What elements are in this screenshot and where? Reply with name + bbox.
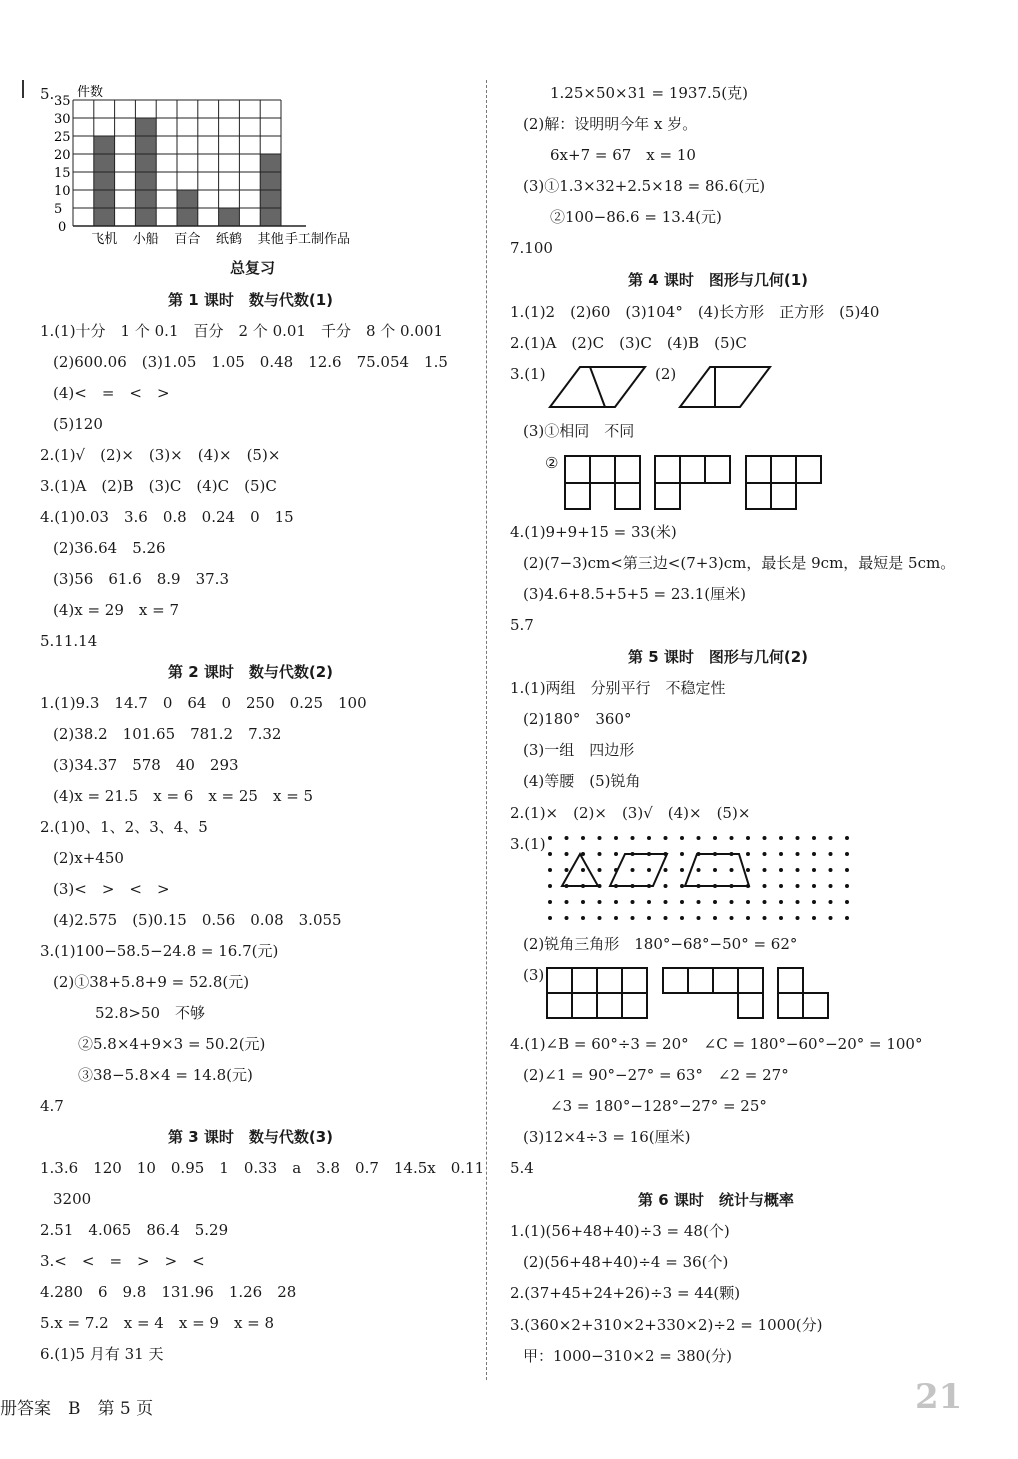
grid-dot bbox=[664, 884, 668, 888]
grid-dot bbox=[796, 836, 800, 840]
answer-line: (5)120 bbox=[53, 415, 103, 433]
grid-dot bbox=[614, 852, 618, 856]
grid-dot bbox=[581, 868, 585, 872]
grid-dot bbox=[647, 916, 651, 920]
grid-dot bbox=[763, 884, 767, 888]
grid-dot bbox=[812, 868, 816, 872]
grid-dot bbox=[845, 852, 849, 856]
x-tick-label: 纸鹤 bbox=[215, 232, 243, 246]
grid-dot bbox=[796, 868, 800, 872]
grid-dot bbox=[548, 868, 552, 872]
net-1 bbox=[565, 456, 640, 509]
grid-dot bbox=[829, 836, 833, 840]
grid-dot bbox=[598, 836, 602, 840]
answer-line: 3.(1)A (2)B (3)C (4)C (5)C bbox=[40, 477, 277, 495]
grid-dot bbox=[664, 900, 668, 904]
answer-line: 1.25×50×31 = 1937.5(克) bbox=[550, 84, 749, 102]
grid-dot bbox=[581, 916, 585, 920]
parallelogram-figures bbox=[545, 362, 845, 412]
bar bbox=[219, 208, 240, 226]
answer-line: ∠3 = 180°−128°−27° = 25° bbox=[550, 1097, 767, 1115]
y-tick-label: 30 bbox=[54, 112, 71, 127]
answer-line: (2)x+450 bbox=[53, 849, 124, 867]
x-tick-label: 小船 bbox=[132, 232, 159, 246]
answer-line: (3)12×4÷3 = 16(厘米) bbox=[523, 1128, 691, 1146]
answer-line: 1.(1)2 (2)60 (3)104° (4)长方形 正方形 (5)40 bbox=[510, 303, 880, 321]
grid-dot bbox=[763, 900, 767, 904]
answer-line: 3.(1) bbox=[510, 835, 546, 853]
grid-dot bbox=[631, 868, 635, 872]
grid-dot bbox=[763, 836, 767, 840]
answer-line: (4)x = 21.5 x = 6 x = 25 x = 5 bbox=[53, 787, 314, 805]
answer-line: ②5.8×4+9×3 = 50.2(元) bbox=[78, 1035, 266, 1053]
answer-line: (4)等腰 (5)锐角 bbox=[523, 772, 641, 790]
grid-dot bbox=[581, 836, 585, 840]
answer-line: (2)①38+5.8+9 = 52.8(元) bbox=[53, 973, 250, 991]
grid-dot bbox=[829, 868, 833, 872]
net-3 bbox=[746, 456, 821, 509]
cube-net-answers bbox=[545, 966, 845, 1026]
grid-dot bbox=[746, 916, 750, 920]
y-axis-label: 件数 bbox=[77, 85, 104, 100]
answer-line: 7.100 bbox=[510, 239, 553, 257]
answer-line: 5.4 bbox=[510, 1159, 534, 1177]
answer-line: (2)36.64 5.26 bbox=[53, 539, 166, 557]
answer-line: 3.< < = > > < bbox=[40, 1252, 205, 1270]
grid-dot bbox=[796, 852, 800, 856]
grid-dot bbox=[779, 916, 783, 920]
lesson-6-heading: 第 6 课时 统计与概率 bbox=[638, 1191, 794, 1209]
grid-dot bbox=[746, 836, 750, 840]
grid-dot bbox=[713, 868, 717, 872]
grid-dot bbox=[829, 916, 833, 920]
grid-dot bbox=[548, 884, 552, 888]
answer-line: 1.(1)(56+48+40)÷3 = 48(个) bbox=[510, 1222, 730, 1240]
answer-line: 4.(1)9+9+15 = 33(米) bbox=[510, 523, 677, 541]
lesson-3-heading: 第 3 课时 数与代数(3) bbox=[168, 1128, 334, 1146]
grid-dot bbox=[845, 900, 849, 904]
grid-dot bbox=[548, 916, 552, 920]
answer-line: 2.51 4.065 86.4 5.29 bbox=[40, 1221, 229, 1239]
answer-line: (3)①相同 不同 bbox=[523, 422, 635, 440]
answer-line: 6.(1)5 月有 31 天 bbox=[40, 1345, 164, 1363]
answer-line: 甲：1000−310×2 = 380(分) bbox=[523, 1347, 732, 1365]
grid-dot bbox=[614, 916, 618, 920]
grid-dot bbox=[829, 884, 833, 888]
answer-line: (2)(7−3)cm<第三边<(7+3)cm，最长是 9cm，最短是 5cm。 bbox=[523, 554, 956, 572]
grid-dot bbox=[845, 884, 849, 888]
lesson-4-heading: 第 4 课时 图形与几何(1) bbox=[628, 271, 809, 289]
column-divider bbox=[486, 80, 487, 1380]
figure-1 bbox=[550, 367, 645, 407]
answer-line: (2)锐角三角形 180°−68°−50° = 62° bbox=[523, 935, 798, 953]
grid-dot bbox=[581, 900, 585, 904]
answer-line: 5.11.14 bbox=[40, 632, 98, 650]
answer-line: ② bbox=[545, 454, 559, 472]
answer-line: 6x+7 = 67 x = 10 bbox=[550, 146, 696, 164]
review-title: 总复习 bbox=[230, 259, 276, 277]
margin-mark bbox=[22, 80, 24, 98]
grid-dot bbox=[664, 836, 668, 840]
grid-dot bbox=[779, 900, 783, 904]
x-tick-label: 其他 bbox=[257, 232, 284, 246]
grid-dot bbox=[548, 836, 552, 840]
figure-2 bbox=[680, 367, 770, 407]
grid-dot bbox=[845, 836, 849, 840]
grid-dot bbox=[631, 900, 635, 904]
grid-dot bbox=[796, 916, 800, 920]
answer-line: (3)34.37 578 40 293 bbox=[53, 756, 239, 774]
answer-line: 52.8>50 不够 bbox=[95, 1004, 206, 1022]
x-axis-extra-label: 手工制作品 bbox=[285, 232, 351, 246]
answer-line: 1.(1)十分 1 个 0.1 百分 2 个 0.01 千分 8 个 0.001 bbox=[40, 322, 443, 340]
grid-dot bbox=[664, 868, 668, 872]
answer-line: 3.(360×2+310×2+330×2)÷2 = 1000(分) bbox=[510, 1316, 823, 1334]
net-a bbox=[547, 968, 647, 1018]
net-b bbox=[663, 968, 763, 1018]
answer-line: (3)一组 四边形 bbox=[523, 741, 635, 759]
answer-line: 1.(1)9.3 14.7 0 64 0 250 0.25 100 bbox=[40, 694, 367, 712]
answer-line: 4.280 6 9.8 131.96 1.26 28 bbox=[40, 1283, 297, 1301]
answer-line: (2)∠1 = 90°−27° = 63° ∠2 = 27° bbox=[523, 1066, 789, 1084]
grid-dot bbox=[713, 836, 717, 840]
grid-dot bbox=[829, 900, 833, 904]
grid-dot bbox=[730, 868, 734, 872]
y-tick-label: 0 bbox=[58, 220, 67, 235]
grid-dot bbox=[565, 868, 569, 872]
answer-line: 1.(1)两组 分别平行 不稳定性 bbox=[510, 679, 726, 697]
dot-grid-figures bbox=[545, 834, 885, 929]
grid-dot bbox=[631, 836, 635, 840]
answer-line: (2)600.06 (3)1.05 1.05 0.48 12.6 75.054 1.5 bbox=[53, 353, 448, 371]
answer-line: (2)180° 360° bbox=[523, 710, 632, 728]
answer-line: (2)38.2 101.65 781.2 7.32 bbox=[53, 725, 282, 743]
answer-line: (3)①1.3×32+2.5×18 = 86.6(元) bbox=[523, 177, 766, 195]
grid-dot bbox=[697, 836, 701, 840]
grid-dot bbox=[697, 900, 701, 904]
grid-dot bbox=[680, 884, 684, 888]
answer-line: 2.(1)√ (2)× (3)× (4)× (5)× bbox=[40, 446, 281, 464]
grid-dot bbox=[598, 852, 602, 856]
page-number: 21 bbox=[915, 1377, 963, 1417]
grid-dot bbox=[680, 868, 684, 872]
bar-chart bbox=[40, 76, 440, 246]
grid-dot bbox=[680, 852, 684, 856]
answer-line: 5.7 bbox=[510, 616, 534, 634]
grid-dot bbox=[697, 916, 701, 920]
grid-dot bbox=[730, 836, 734, 840]
answer-line: ②100−86.6 = 13.4(元) bbox=[550, 208, 722, 226]
grid-dot bbox=[713, 916, 717, 920]
answer-line: (3)< > < > bbox=[53, 880, 170, 898]
answer-line: 2.(1)0、1、2、3、4、5 bbox=[40, 818, 208, 836]
lesson-2-heading: 第 2 课时 数与代数(2) bbox=[168, 663, 334, 681]
grid-dot bbox=[680, 900, 684, 904]
grid-dot bbox=[565, 916, 569, 920]
net-c bbox=[778, 968, 828, 1018]
y-tick-label: 5 bbox=[54, 202, 63, 217]
y-tick-label: 35 bbox=[54, 94, 71, 109]
grid-dot bbox=[812, 836, 816, 840]
grid-dot bbox=[647, 868, 651, 872]
answer-line: 4.7 bbox=[40, 1097, 64, 1115]
cube-net-figures bbox=[563, 454, 853, 514]
answer-line: 3.(1)100−58.5−24.8 = 16.7(元) bbox=[40, 942, 279, 960]
grid-dot bbox=[598, 900, 602, 904]
grid-dot bbox=[548, 852, 552, 856]
grid-dot bbox=[845, 916, 849, 920]
grid-dot bbox=[631, 916, 635, 920]
grid-dot bbox=[730, 900, 734, 904]
answer-line: 1.3.6 120 10 0.95 1 0.33 a 3.8 0.7 14.5x 0.11 bbox=[40, 1159, 485, 1177]
answer-line: 2.(37+45+24+26)÷3 = 44(颗) bbox=[510, 1284, 741, 1302]
grid-dot bbox=[746, 868, 750, 872]
grid-dot bbox=[647, 900, 651, 904]
net-2 bbox=[655, 456, 730, 509]
grid-dot bbox=[647, 836, 651, 840]
answer-line: (2) bbox=[655, 365, 677, 383]
grid-dot bbox=[565, 852, 569, 856]
grid-dot bbox=[763, 916, 767, 920]
grid-dot bbox=[730, 916, 734, 920]
answer-line: (3)56 61.6 8.9 37.3 bbox=[53, 570, 229, 588]
answer-line: (3) bbox=[523, 966, 545, 984]
y-tick-label: 10 bbox=[54, 184, 71, 199]
grid-dot bbox=[697, 868, 701, 872]
grid-dot bbox=[763, 852, 767, 856]
grid-dot bbox=[746, 852, 750, 856]
grid-dot bbox=[812, 900, 816, 904]
grid-dot bbox=[598, 916, 602, 920]
chart-question-number: 5. bbox=[40, 85, 55, 103]
y-tick-label: 15 bbox=[54, 166, 71, 181]
answer-line: 3200 bbox=[53, 1190, 92, 1208]
x-tick-label: 百合 bbox=[174, 232, 201, 246]
parallelogram-figure bbox=[610, 854, 667, 886]
grid-dot bbox=[796, 884, 800, 888]
grid-dot bbox=[763, 868, 767, 872]
answer-line: (3)4.6+8.5+5+5 = 23.1(厘米) bbox=[523, 585, 746, 603]
y-tick-label: 20 bbox=[54, 148, 71, 163]
page-footer: 册答案 B 第 5 页 bbox=[0, 1399, 154, 1419]
bar bbox=[94, 136, 115, 226]
y-tick-label: 25 bbox=[54, 130, 71, 145]
grid-dot bbox=[565, 900, 569, 904]
grid-dot bbox=[713, 900, 717, 904]
grid-dot bbox=[598, 868, 602, 872]
grid-dot bbox=[680, 916, 684, 920]
answer-line: 2.(1)× (2)× (3)√ (4)× (5)× bbox=[510, 804, 751, 822]
answer-line: (4)< = < > bbox=[53, 384, 170, 402]
answer-line: 3.(1) bbox=[510, 365, 546, 383]
lesson-5-heading: 第 5 课时 图形与几何(2) bbox=[628, 648, 809, 666]
lesson-1-heading: 第 1 课时 数与代数(1) bbox=[168, 291, 334, 309]
answer-line: 2.(1)A (2)C (3)C (4)B (5)C bbox=[510, 334, 747, 352]
answer-line: 5.x = 7.2 x = 4 x = 9 x = 8 bbox=[40, 1314, 275, 1332]
grid-dot bbox=[614, 900, 618, 904]
grid-dot bbox=[548, 900, 552, 904]
grid-dot bbox=[680, 836, 684, 840]
answer-line: (2)解：设明明今年 x 岁。 bbox=[523, 115, 698, 133]
answer-line: (4)2.575 (5)0.15 0.56 0.08 3.055 bbox=[53, 911, 342, 929]
grid-dot bbox=[746, 900, 750, 904]
grid-dot bbox=[812, 884, 816, 888]
grid-dot bbox=[779, 868, 783, 872]
grid-dot bbox=[812, 916, 816, 920]
answer-line: (2)(56+48+40)÷4 = 36(个) bbox=[523, 1253, 729, 1271]
grid-dot bbox=[796, 900, 800, 904]
answer-line: 4.(1)∠B = 60°÷3 = 20° ∠C = 180°−60°−20° = 100° bbox=[510, 1035, 923, 1053]
x-tick-label: 飞机 bbox=[91, 232, 118, 246]
answer-line: (4)x = 29 x = 7 bbox=[53, 601, 180, 619]
grid-dot bbox=[779, 852, 783, 856]
answer-line: ③38−5.8×4 = 14.8(元) bbox=[78, 1066, 253, 1084]
grid-dot bbox=[664, 916, 668, 920]
answer-line: 4.(1)0.03 3.6 0.8 0.24 0 15 bbox=[40, 508, 294, 526]
grid-dot bbox=[829, 852, 833, 856]
grid-dot bbox=[565, 836, 569, 840]
grid-dot bbox=[812, 852, 816, 856]
grid-dot bbox=[614, 836, 618, 840]
grid-dot bbox=[779, 836, 783, 840]
grid-dot bbox=[845, 868, 849, 872]
grid-dot bbox=[779, 884, 783, 888]
